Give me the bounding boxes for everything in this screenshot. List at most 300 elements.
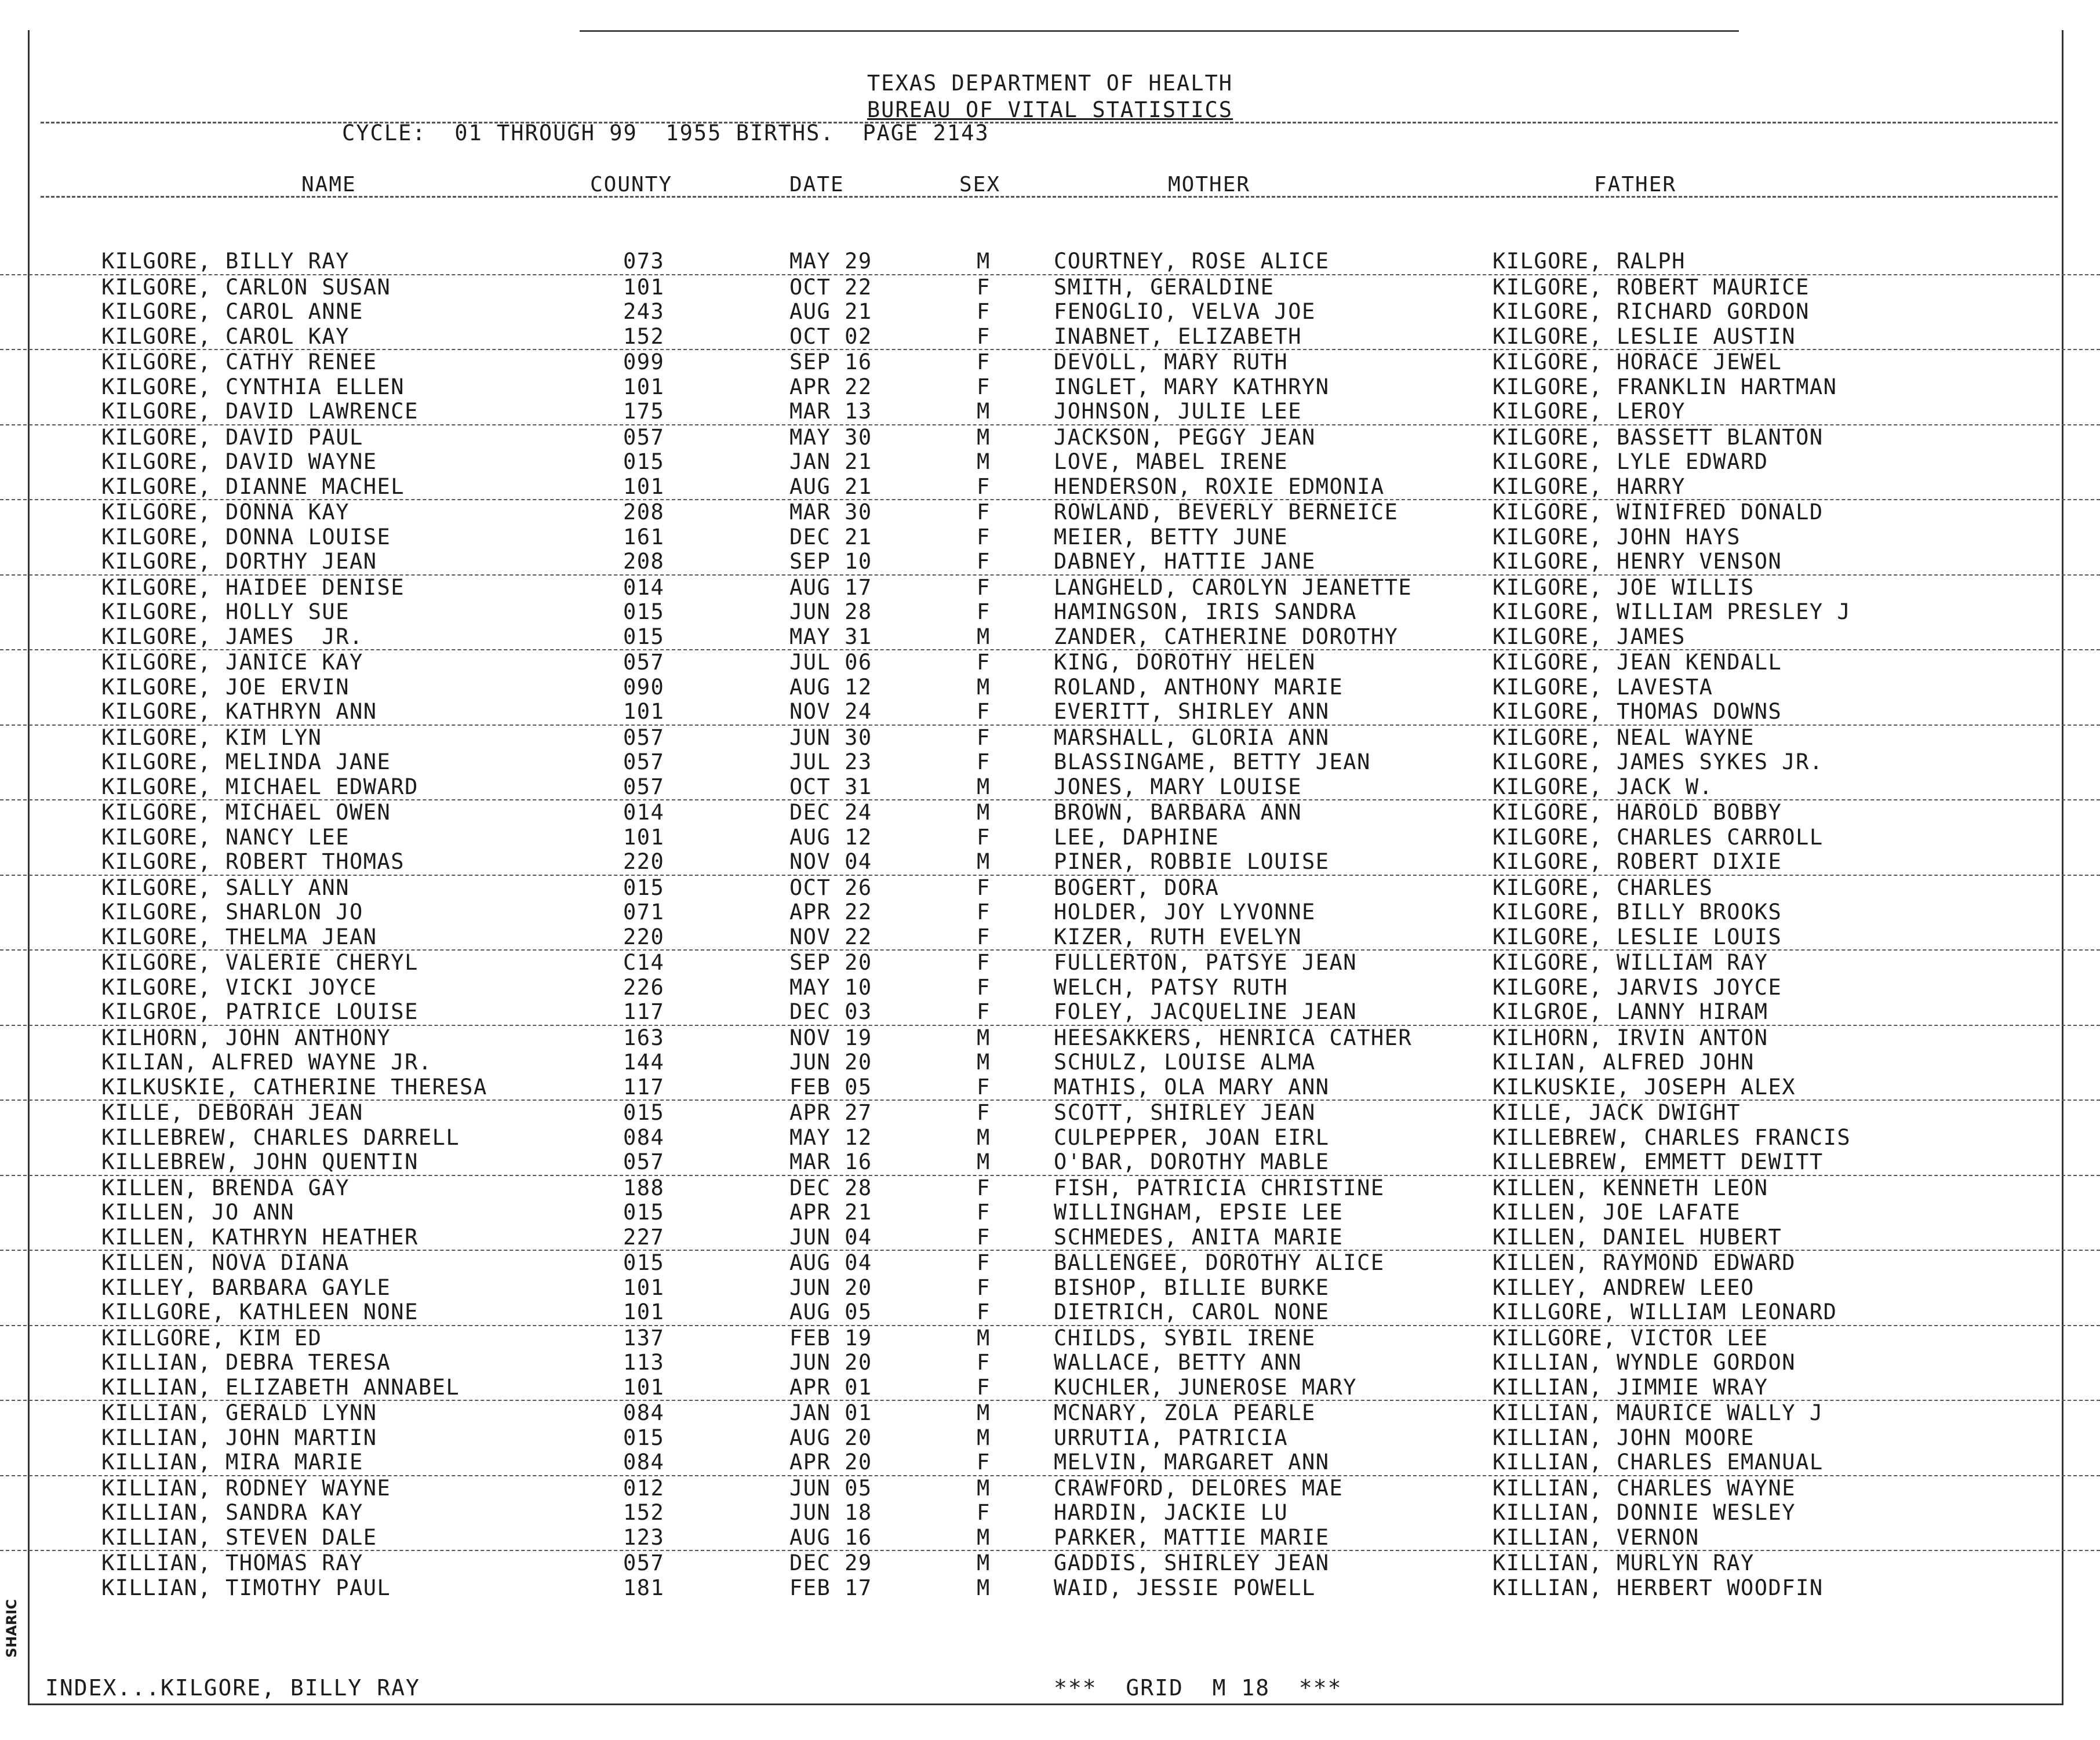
cell-mother: LANGHELD, CAROLYN JEANETTE	[1054, 574, 1413, 600]
cell-mother: KUCHLER, JUNEROSE MARY	[1054, 1374, 1357, 1400]
cell-sex: F	[977, 1450, 991, 1475]
cell-name: KILLEY, BARBARA GAYLE	[101, 1275, 391, 1300]
cell-name: KILGORE, DORTHY JEAN	[101, 549, 377, 574]
cell-county: 101	[623, 824, 665, 850]
cell-date: SEP 20	[789, 950, 872, 975]
cell-county: 101	[623, 474, 665, 499]
cell-county: 227	[623, 1224, 665, 1250]
cell-date: JUN 28	[789, 599, 872, 624]
cell-father: KILLEN, KENNETH LEON	[1493, 1175, 1768, 1200]
cell-date: APR 22	[789, 900, 872, 924]
cycle-line: CYCLE: 01 THROUGH 99 1955 BIRTHS. PAGE 2143	[342, 121, 989, 145]
cell-mother: HOLDER, JOY LYVONNE	[1054, 900, 1316, 924]
cell-mother: BLASSINGAME, BETTY JEAN	[1054, 749, 1371, 774]
cell-date: AUG 16	[789, 1524, 872, 1550]
cell-father: KILLGORE, WILLIAM LEONARD	[1493, 1299, 1837, 1324]
table-row	[0, 1576, 2100, 1601]
cell-sex: M	[977, 449, 991, 474]
column-header-mother: MOTHER	[1168, 173, 1251, 196]
cell-father: KILGORE, LESLIE AUSTIN	[1493, 323, 1796, 349]
cell-date: NOV 22	[789, 924, 872, 949]
table-row	[0, 775, 2100, 801]
cell-county: 015	[623, 624, 665, 649]
table-row	[0, 1251, 2100, 1276]
cell-date: AUG 05	[789, 1299, 872, 1324]
records-table	[0, 249, 2100, 1600]
cell-name: KILGORE, DAVID LAWRENCE	[101, 399, 418, 424]
cell-mother: KING, DOROTHY HELEN	[1054, 650, 1316, 675]
cell-date: DEC 29	[789, 1550, 872, 1575]
cell-name: KILGORE, JANICE KAY	[101, 650, 363, 675]
cell-name: KILGORE, BILLY RAY	[101, 249, 350, 274]
table-row	[0, 1225, 2100, 1251]
cell-sex: F	[977, 824, 991, 850]
cell-name: KILLEBREW, CHARLES DARRELL	[101, 1124, 460, 1150]
cell-date: AUG 20	[789, 1425, 872, 1450]
cell-name: KILLGORE, KIM ED	[101, 1325, 322, 1350]
cell-father: KILLEBREW, CHARLES FRANCIS	[1493, 1124, 1851, 1150]
cell-name: KILGORE, HAIDEE DENISE	[101, 574, 405, 600]
cell-mother: LEE, DAPHINE	[1054, 824, 1220, 850]
cell-name: KILLEN, JO ANN	[101, 1200, 294, 1225]
table-row	[0, 800, 2100, 825]
cell-father: KILLIAN, HERBERT WOODFIN	[1493, 1575, 1824, 1600]
cell-father: KILGORE, NEAL WAYNE	[1493, 725, 1755, 750]
cell-name: KILGORE, DONNA LOUISE	[101, 524, 391, 549]
cell-county: 101	[623, 374, 665, 399]
cell-sex: M	[977, 1550, 991, 1575]
cell-sex: M	[977, 800, 991, 825]
table-row	[0, 750, 2100, 775]
cell-date: APR 27	[789, 1100, 872, 1125]
cell-county: 220	[623, 849, 665, 874]
cell-mother: EVERITT, SHIRLEY ANN	[1054, 699, 1330, 724]
frame-top-rule	[580, 30, 1739, 32]
cell-name: KILKUSKIE, CATHERINE THERESA	[101, 1074, 487, 1100]
cell-sex: M	[977, 1050, 991, 1075]
table-row	[0, 600, 2100, 625]
cell-county: 175	[623, 399, 665, 424]
cell-father: KILLIAN, JIMMIE WRAY	[1493, 1374, 1768, 1400]
table-row	[0, 1375, 2100, 1402]
cell-mother: INGLET, MARY KATHRYN	[1054, 374, 1330, 399]
cell-county: 084	[623, 1400, 665, 1425]
table-row	[0, 726, 2100, 751]
cell-father: KILGORE, JAMES	[1493, 624, 1686, 649]
cell-county: 073	[623, 249, 665, 274]
agency-title: TEXAS DEPARTMENT OF HEALTH	[867, 71, 1233, 96]
table-row	[0, 549, 2100, 576]
table-row	[0, 500, 2100, 525]
cell-name: KILGORE, CAROL KAY	[101, 323, 350, 349]
table-row	[0, 1326, 2100, 1351]
cell-date: JAN 21	[789, 449, 872, 474]
cell-sex: M	[977, 424, 991, 450]
cell-sex: F	[977, 924, 991, 949]
cell-sex: F	[977, 650, 991, 675]
cell-date: MAY 29	[789, 249, 872, 274]
cell-father: KILHORN, IRVIN ANTON	[1493, 1025, 1768, 1050]
cell-father: KILGORE, RALPH	[1493, 249, 1686, 274]
cell-mother: DIETRICH, CAROL NONE	[1054, 1299, 1330, 1324]
cell-name: KILLIAN, THOMAS RAY	[101, 1550, 363, 1575]
cell-date: NOV 04	[789, 849, 872, 874]
cell-name: KILLEN, KATHRYN HEATHER	[101, 1224, 418, 1250]
cell-name: KILLEN, NOVA DIANA	[101, 1250, 350, 1275]
cell-father: KILGORE, LESLIE LOUIS	[1493, 924, 1782, 949]
cell-date: JUN 05	[789, 1475, 872, 1501]
table-row	[0, 1501, 2100, 1526]
cell-sex: M	[977, 399, 991, 424]
cell-county: 015	[623, 599, 665, 624]
cell-date: OCT 22	[789, 274, 872, 300]
cell-mother: WAID, JESSIE POWELL	[1054, 1575, 1316, 1600]
cell-father: KILGROE, LANNY HIRAM	[1493, 999, 1768, 1024]
cell-mother: MARSHALL, GLORIA ANN	[1054, 725, 1330, 750]
cell-county: 181	[623, 1575, 665, 1600]
cell-mother: WELCH, PATSY RUTH	[1054, 974, 1289, 1000]
cell-name: KILLIAN, JOHN MARTIN	[101, 1425, 377, 1450]
cell-sex: F	[977, 1074, 991, 1100]
cell-mother: GADDIS, SHIRLEY JEAN	[1054, 1550, 1330, 1575]
table-row	[0, 1075, 2100, 1101]
cell-date: JUN 20	[789, 1350, 872, 1375]
cell-father: KILLIAN, MURLYN RAY	[1493, 1550, 1755, 1575]
cell-county: 144	[623, 1050, 665, 1075]
cell-mother: CRAWFORD, DELORES MAE	[1054, 1475, 1344, 1501]
table-row	[0, 625, 2100, 651]
cell-mother: FULLERTON, PATSYE JEAN	[1054, 950, 1357, 975]
cell-county: 117	[623, 1074, 665, 1100]
cell-father: KILGORE, HARRY	[1493, 474, 1686, 499]
cell-mother: BROWN, BARBARA ANN	[1054, 800, 1302, 825]
cell-name: KILGORE, CATHY RENEE	[101, 350, 377, 374]
table-row	[0, 325, 2100, 351]
cell-county: 015	[623, 1200, 665, 1225]
cell-father: KILGORE, JAMES SYKES JR.	[1493, 749, 1824, 774]
cell-date: MAR 16	[789, 1149, 872, 1174]
cell-mother: MELVIN, MARGARET ANN	[1054, 1450, 1330, 1475]
cell-county: 161	[623, 524, 665, 549]
cell-county: 101	[623, 1299, 665, 1324]
cell-date: JUN 20	[789, 1050, 872, 1075]
cell-name: KILGORE, DONNA KAY	[101, 500, 350, 525]
cell-name: KILGORE, THELMA JEAN	[101, 924, 377, 949]
cell-sex: F	[977, 900, 991, 924]
cell-mother: MCNARY, ZOLA PEARLE	[1054, 1400, 1316, 1425]
cell-sex: F	[977, 1275, 991, 1300]
cell-name: KILLEN, BRENDA GAY	[101, 1175, 350, 1200]
cell-father: KILGORE, HENRY VENSON	[1493, 549, 1782, 574]
cell-county: 243	[623, 299, 665, 324]
cell-name: KILGORE, CARLON SUSAN	[101, 274, 391, 300]
table-row	[0, 825, 2100, 850]
cell-county: 015	[623, 449, 665, 474]
cell-date: DEC 24	[789, 800, 872, 825]
cell-county: 014	[623, 574, 665, 600]
cell-mother: DEVOLL, MARY RUTH	[1054, 350, 1289, 374]
table-row	[0, 1176, 2100, 1201]
cell-sex: F	[977, 950, 991, 975]
cell-county: 117	[623, 999, 665, 1024]
cell-date: MAY 10	[789, 974, 872, 1000]
cell-date: APR 01	[789, 1374, 872, 1400]
cell-date: JUN 20	[789, 1275, 872, 1300]
cell-sex: F	[977, 500, 991, 525]
table-row	[0, 450, 2100, 475]
cell-father: KILGORE, BILLY BROOKS	[1493, 900, 1782, 924]
cell-father: KILLIAN, VERNON	[1493, 1524, 1699, 1550]
cell-mother: INABNET, ELIZABETH	[1054, 323, 1302, 349]
cell-date: APR 22	[789, 374, 872, 399]
cell-mother: FENOGLIO, VELVA JOE	[1054, 299, 1316, 324]
cell-name: KILGORE, NANCY LEE	[101, 824, 350, 850]
cell-date: MAY 31	[789, 624, 872, 649]
cell-sex: M	[977, 1025, 991, 1050]
table-row	[0, 425, 2100, 450]
cell-date: AUG 12	[789, 824, 872, 850]
table-row	[0, 375, 2100, 400]
cell-date: AUG 17	[789, 574, 872, 600]
cell-father: KILLIAN, WYNDLE GORDON	[1493, 1350, 1796, 1375]
cell-mother: ROWLAND, BEVERLY BERNEICE	[1054, 500, 1399, 525]
cell-sex: F	[977, 1224, 991, 1250]
table-row	[0, 650, 2100, 675]
cell-mother: BISHOP, BILLIE BURKE	[1054, 1275, 1330, 1300]
cell-mother: FISH, PATRICIA CHRISTINE	[1054, 1175, 1385, 1200]
cell-date: MAY 30	[789, 424, 872, 450]
cell-name: KILGORE, VALERIE CHERYL	[101, 950, 418, 975]
cell-date: JUL 23	[789, 749, 872, 774]
cell-mother: JACKSON, PEGGY JEAN	[1054, 424, 1316, 450]
cell-county: 071	[623, 900, 665, 924]
table-row	[0, 876, 2100, 901]
cell-name: KILLIAN, MIRA MARIE	[101, 1450, 363, 1475]
cell-mother: HENDERSON, ROXIE EDMONIA	[1054, 474, 1385, 499]
cell-name: KILLIAN, RODNEY WAYNE	[101, 1475, 391, 1501]
cell-father: KILLE, JACK DWIGHT	[1493, 1100, 1741, 1125]
cell-county: 015	[623, 1100, 665, 1125]
cell-mother: COURTNEY, ROSE ALICE	[1054, 249, 1330, 274]
cell-mother: WILLINGHAM, EPSIE LEE	[1054, 1200, 1344, 1225]
cell-name: KILLGORE, KATHLEEN NONE	[101, 1299, 418, 1324]
cell-father: KILLEBREW, EMMETT DEWITT	[1493, 1149, 1824, 1174]
cell-mother: BALLENGEE, DOROTHY ALICE	[1054, 1250, 1385, 1275]
cell-mother: WALLACE, BETTY ANN	[1054, 1350, 1302, 1375]
cell-date: DEC 28	[789, 1175, 872, 1200]
cell-mother: DABNEY, HATTIE JANE	[1054, 549, 1316, 574]
column-header-father: FATHER	[1594, 173, 1677, 196]
column-header-county: COUNTY	[590, 173, 673, 196]
cell-mother: HEESAKKERS, HENRICA CATHER	[1054, 1025, 1413, 1050]
cell-sex: M	[977, 1475, 991, 1501]
cell-sex: F	[977, 474, 991, 499]
cell-mother: SCHULZ, LOUISE ALMA	[1054, 1050, 1316, 1075]
cell-name: KILGORE, KATHRYN ANN	[101, 699, 377, 724]
cell-sex: F	[977, 1350, 991, 1375]
cell-sex: F	[977, 1250, 991, 1275]
cell-father: KILGORE, JEAN KENDALL	[1493, 650, 1782, 675]
table-row	[0, 1401, 2100, 1426]
cell-county: 099	[623, 350, 665, 374]
table-row	[0, 1150, 2100, 1176]
cell-father: KILGORE, ROBERT MAURICE	[1493, 274, 1810, 300]
cell-mother: SMITH, GERALDINE	[1054, 274, 1275, 300]
cell-date: FEB 19	[789, 1325, 872, 1350]
cell-county: 084	[623, 1450, 665, 1475]
cell-father: KILGORE, LYLE EDWARD	[1493, 449, 1768, 474]
cell-date: OCT 26	[789, 875, 872, 900]
cell-mother: JOHNSON, JULIE LEE	[1054, 399, 1302, 424]
cell-mother: HARDIN, JACKIE LU	[1054, 1500, 1289, 1525]
cell-county: 101	[623, 699, 665, 724]
column-header-divider	[41, 196, 2058, 198]
cell-sex: F	[977, 1299, 991, 1324]
cell-sex: F	[977, 999, 991, 1024]
cell-father: KILLIAN, DONNIE WESLEY	[1493, 1500, 1796, 1525]
index-footer: INDEX...KILGORE, BILLY RAY	[45, 1675, 420, 1701]
cell-father: KILLIAN, CHARLES EMANUAL	[1493, 1450, 1824, 1475]
cell-date: FEB 17	[789, 1575, 872, 1600]
cell-father: KILGORE, LEROY	[1493, 399, 1686, 424]
cell-father: KILLIAN, CHARLES WAYNE	[1493, 1475, 1796, 1501]
cell-sex: F	[977, 749, 991, 774]
table-row	[0, 1426, 2100, 1451]
cell-father: KILGORE, HAROLD BOBBY	[1493, 800, 1782, 825]
table-row	[0, 1300, 2100, 1326]
cell-mother: MEIER, BETTY JUNE	[1054, 524, 1289, 549]
cell-county: 113	[623, 1350, 665, 1375]
cell-name: KILGORE, VICKI JOYCE	[101, 974, 377, 1000]
cell-name: KILLIAN, DEBRA TERESA	[101, 1350, 391, 1375]
cell-date: MAR 13	[789, 399, 872, 424]
table-row	[0, 1551, 2100, 1576]
table-row	[0, 1350, 2100, 1375]
cell-sex: F	[977, 323, 991, 349]
cell-county: 101	[623, 1275, 665, 1300]
cell-sex: F	[977, 350, 991, 374]
cell-county: 152	[623, 323, 665, 349]
cell-date: DEC 21	[789, 524, 872, 549]
cell-county: 188	[623, 1175, 665, 1200]
cell-mother: ROLAND, ANTHONY MARIE	[1054, 674, 1344, 700]
cell-county: 015	[623, 1250, 665, 1275]
cell-date: FEB 05	[789, 1074, 872, 1100]
cell-date: JAN 01	[789, 1400, 872, 1425]
cell-father: KILGORE, BASSETT BLANTON	[1493, 424, 1824, 450]
cell-father: KILKUSKIE, JOSEPH ALEX	[1493, 1074, 1796, 1100]
table-row	[0, 275, 2100, 300]
cell-sex: F	[977, 974, 991, 1000]
cell-sex: M	[977, 674, 991, 700]
cell-name: KILHORN, JOHN ANTHONY	[101, 1025, 391, 1050]
cell-name: KILLIAN, TIMOTHY PAUL	[101, 1575, 391, 1600]
cell-father: KILGORE, JOE WILLIS	[1493, 574, 1755, 600]
cell-name: KILIAN, ALFRED WAYNE JR.	[101, 1050, 432, 1075]
cell-county: 057	[623, 725, 665, 750]
cell-county: C14	[623, 950, 665, 975]
cell-date: NOV 24	[789, 699, 872, 724]
cell-name: KILGORE, MICHAEL OWEN	[101, 800, 391, 825]
column-header-name: NAME	[301, 173, 356, 196]
cell-father: KILGORE, THOMAS DOWNS	[1493, 699, 1782, 724]
cell-county: 015	[623, 875, 665, 900]
cell-sex: F	[977, 699, 991, 724]
cell-date: SEP 16	[789, 350, 872, 374]
cell-mother: PINER, ROBBIE LOUISE	[1054, 849, 1330, 874]
cell-name: KILLEBREW, JOHN QUENTIN	[101, 1149, 418, 1174]
table-row	[0, 350, 2100, 375]
cell-date: APR 20	[789, 1450, 872, 1475]
cell-name: KILGORE, MICHAEL EDWARD	[101, 774, 418, 799]
cell-mother: MATHIS, OLA MARY ANN	[1054, 1074, 1330, 1100]
cell-sex: F	[977, 524, 991, 549]
cell-mother: SCOTT, SHIRLEY JEAN	[1054, 1100, 1316, 1125]
cell-sex: M	[977, 1400, 991, 1425]
cell-county: 137	[623, 1325, 665, 1350]
cell-father: KILLIAN, MAURICE WALLY J	[1493, 1400, 1824, 1425]
cell-name: KILGORE, SHARLON JO	[101, 900, 363, 924]
cell-county: 101	[623, 1374, 665, 1400]
cell-county: 057	[623, 1550, 665, 1575]
cell-father: KILGORE, FRANKLIN HARTMAN	[1493, 374, 1837, 399]
cell-date: OCT 02	[789, 323, 872, 349]
cell-county: 012	[623, 1475, 665, 1501]
table-row	[0, 300, 2100, 325]
cell-sex: F	[977, 1200, 991, 1225]
cell-name: KILLIAN, ELIZABETH ANNABEL	[101, 1374, 460, 1400]
cell-county: 057	[623, 774, 665, 799]
cell-date: MAY 12	[789, 1124, 872, 1150]
cell-county: 123	[623, 1524, 665, 1550]
cell-name: KILGROE, PATRICE LOUISE	[101, 999, 418, 1024]
cell-county: 101	[623, 274, 665, 300]
cell-county: 014	[623, 800, 665, 825]
cell-mother: BOGERT, DORA	[1054, 875, 1220, 900]
column-header-sex: SEX	[959, 173, 1001, 196]
cell-date: AUG 12	[789, 674, 872, 700]
cell-county: 057	[623, 749, 665, 774]
cell-name: KILGORE, KIM LYN	[101, 725, 322, 750]
cell-name: KILLIAN, SANDRA KAY	[101, 1500, 363, 1525]
cell-mother: URRUTIA, PATRICIA	[1054, 1425, 1289, 1450]
cell-county: 152	[623, 1500, 665, 1525]
cell-sex: F	[977, 1500, 991, 1525]
cell-date: JUN 04	[789, 1224, 872, 1250]
cell-father: KILGORE, ROBERT DIXIE	[1493, 849, 1782, 874]
table-row	[0, 249, 2100, 275]
table-row	[0, 675, 2100, 700]
cell-county: 057	[623, 424, 665, 450]
cell-father: KILGORE, CHARLES	[1493, 875, 1713, 900]
table-row	[0, 850, 2100, 876]
cell-county: 057	[623, 650, 665, 675]
cell-date: NOV 19	[789, 1025, 872, 1050]
cell-name: KILGORE, HOLLY SUE	[101, 599, 350, 624]
cell-name: KILLIAN, GERALD LYNN	[101, 1400, 377, 1425]
cell-father: KILLEN, DANIEL HUBERT	[1493, 1224, 1782, 1250]
cell-father: KILIAN, ALFRED JOHN	[1493, 1050, 1755, 1075]
cell-mother: O'BAR, DOROTHY MABLE	[1054, 1149, 1330, 1174]
cell-mother: CHILDS, SYBIL IRENE	[1054, 1325, 1316, 1350]
cell-date: JUL 06	[789, 650, 872, 675]
cell-mother: KIZER, RUTH EVELYN	[1054, 924, 1302, 949]
cell-father: KILLEY, ANDREW LEEO	[1493, 1275, 1755, 1300]
cell-mother: CULPEPPER, JOAN EIRL	[1054, 1124, 1330, 1150]
cell-county: 226	[623, 974, 665, 1000]
table-row	[0, 1276, 2100, 1301]
cell-date: OCT 31	[789, 774, 872, 799]
